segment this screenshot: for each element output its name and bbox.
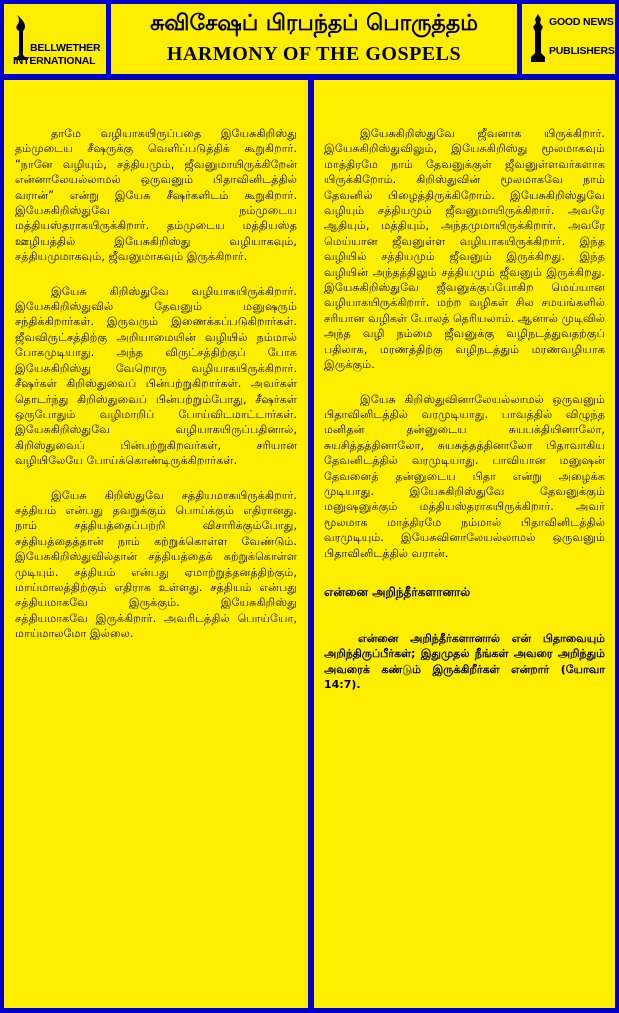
right-paragraph-1: இயேசுகிறிஸ்துவே ஜீவனாக யிருக்கிறார். இயேசுகிறிஸ்துவிலும், இயேசுகிறிஸ்து மூலமாகவும் மாத்திரமே நாம் தேவனுக்குள் ஜீவனுள்ளவர்களாக யிருக்கிறோம். கிறிஸ்துவின் மூலமாகவே நாம் தேவனில் பிழைத்திருக்கிறோம். இயேசுகிறிஸ்துவே வழியும் சத்தியமும் ஜீவனுமாயிருக்கிறார். அவரே ஆதியும், மத்தியும், அந்தமுமாயிருக்கிறார். அவரே மெய்யான ஜீவனுள்ள வழியாகயிருக்கிறார். இந்த வழியில் சத்தியமும் ஜீவனும் இருக்கிறது. இந்த வழியின் அந்தத்திலும் சத்தியமும் ஜீவனும் இருக்கிறது. இயேசுகிறிஸ்துவே ஜீவனுக்குப்போகிற மெய்யான வழியாகயிருக்கிறார். மற்ற வழிகள் சில சமயங்களில் சரியான வழிகள் போலத் தெரியலாம். ஆனால் முடிவில் அந்த வழி நம்மை ஜீவனுக்கு வழிநடத்துவதற்குப் பதிலாக, மரணத்திற்கு வழிநடத்தும் மரணவழியாக இருக்கும்.: [324, 127, 605, 372]
title-panel: [111, 4, 517, 74]
logo-left-line2: INTERNATIONAL: [13, 55, 96, 67]
header-banner: [0, 0, 619, 78]
good-news-lamp-icon: [529, 13, 547, 63]
bellwether-logo: [4, 4, 106, 74]
scripture-quote: என்னை அறிந்தீர்களானால் என் பிதாவையும் அறிந்திருப்பீர்கள்; இதுமுதல் நீங்கள் அவரை அறிந்தும் அவரைக் கண்டும் இருக்கிறீர்கள் என்றார் (யோவா 14:7).: [324, 631, 605, 692]
left-paragraph-2: இயேசு கிறிஸ்துவே வழியாகயிருக்கிறார். இயேசுகிறிஸ்துவில் தேவனும் மனுஷரும் சந்திக்கிறார்கள். இருவரும் இணைக்கப்படுகிறார்கள். ஜீவவிருட்சத்திற்கு அறியாமையின் வழியில் நம்மால் போகமுடியாது. அந்த விருட்சத்திற்குப் போக இயேசுகிறிஸ்து வேறொரு வழியாகயிருக்கிறார். சீஷர்கள் கிறிஸ்துவைப் பின்பற்றுகிறார்கள். அவர்கள் தொடர்ந்து கிறிஸ்துவைப் பின்பற்றும்போது, சீஷர்கள் ஒருபோதும் வழிமாறிப் போய்விடமாட்டார்கள். இயேசுகிறிஸ்துவே வழியாகயிருப்பதினால், கிறிஸ்துவைப் பின்பற்றுகிறவர்கள், சரியான வழியிலேயே போய்க்கொண்டிருக்கிறார்கள்.: [15, 284, 297, 468]
logo-right-line2: PUBLISHERS: [549, 45, 615, 57]
page-title-tamil: சுவிசேஷப் பிரபந்தப் பொருத்தம்: [150, 11, 478, 36]
left-column: [4, 80, 308, 1008]
right-column: [314, 80, 615, 1008]
page-title-english: HARMONY OF THE GOSPELS: [166, 43, 462, 65]
bellwether-ram-icon: [11, 13, 31, 61]
good-news-logo: [522, 4, 615, 74]
logo-left-line1: BELLWETHER: [30, 42, 101, 54]
section-title: என்னை அறிந்தீர்களானால்: [324, 584, 471, 599]
logo-right-line1: GOOD NEWS: [549, 16, 614, 28]
left-paragraph-3: இயேசு கிறிஸ்துவே சத்தியமாகயிருக்கிறார். சத்தியம் என்பது தவறுக்கும் பொய்க்கும் எதிரானது. நாம் சத்தியத்தைப்பற்றி விசாரிக்கும்போது, சத்தியத்தைத்தான் நாம் கற்றுக்கொள்ள வேண்டும். இயேசுகிறிஸ்துவில்தான் சத்தியத்தைக் கற்றுக்கொள்ள முடியும். சத்தியம் என்பது ஏமாற்றுத்தனத்திற்கும், மாய்மாலத்திற்கும் எதிராக உள்ளது. சத்தியம் என்பது சத்தியமாகவே இருக்கும். இயேசுகிறிஸ்து சத்தியமாகவே இருக்கிறார். அவரிடத்தில் பொய்யோ, மாய்மாலமோ இல்லை.: [15, 488, 297, 641]
left-paragraph-1: தாமே வழியாகயிருப்பதை இயேசுகிறிஸ்து தம்முடைய சீஷருக்கு வெளிப்படுத்திக் கூறுகிறார். “நானே வழியும், சத்தியமும், ஜீவனுமாயிருக்கிறேன் என்னாலேயல்லாமல் ஒருவனும் பிதாவினிடத்தில் வரான்” என்று இயேசு சீஷர்களிடம் கூறுகிறார். இயேசுகிறிஸ்துவே நம்முடைய மத்தியஸ்தராகயிருக்கிறார். தம்முடைய மத்தியஸ்த ஊழியத்தில் இயேசுகிறிஸ்து வழியாகவும், சத்தியமுமாகவும், ஜீவனுமாகவும் இருக்கிறார்.: [15, 127, 297, 264]
right-paragraph-2: இயேசு கிறிஸ்துவினாலேயல்லாமல் ஒருவனும் பிதாவினிடத்தில் வரமுடியாது. பாவத்தில் விழுந்த மனிதன் தன்னுடைய சுயபக்தியினாலோ, சுயசித்தத்தினாலோ, சுயசுத்தத்தினாலோ பிதாவாகிய தேவனிடத்தில் வரமுடியாது. பாவியான மனுஷன் தேவனைத் தன்னுடைய பிதா என்று அழைக்க முடியாது. இயேசுகிறிஸ்துவே தேவனுக்கும் மனுஷனுக்கும் மத்தியஸ்தராகயிருக்கிறார். அவர் மூலமாக மாத்திரமே நம்மால் பிதாவினிடத்தில் வரமுடியும். இயேசுவினாலேயல்லாமல் ஒருவனும் பிதாவினிடத்தில் வரான்.: [324, 392, 605, 560]
